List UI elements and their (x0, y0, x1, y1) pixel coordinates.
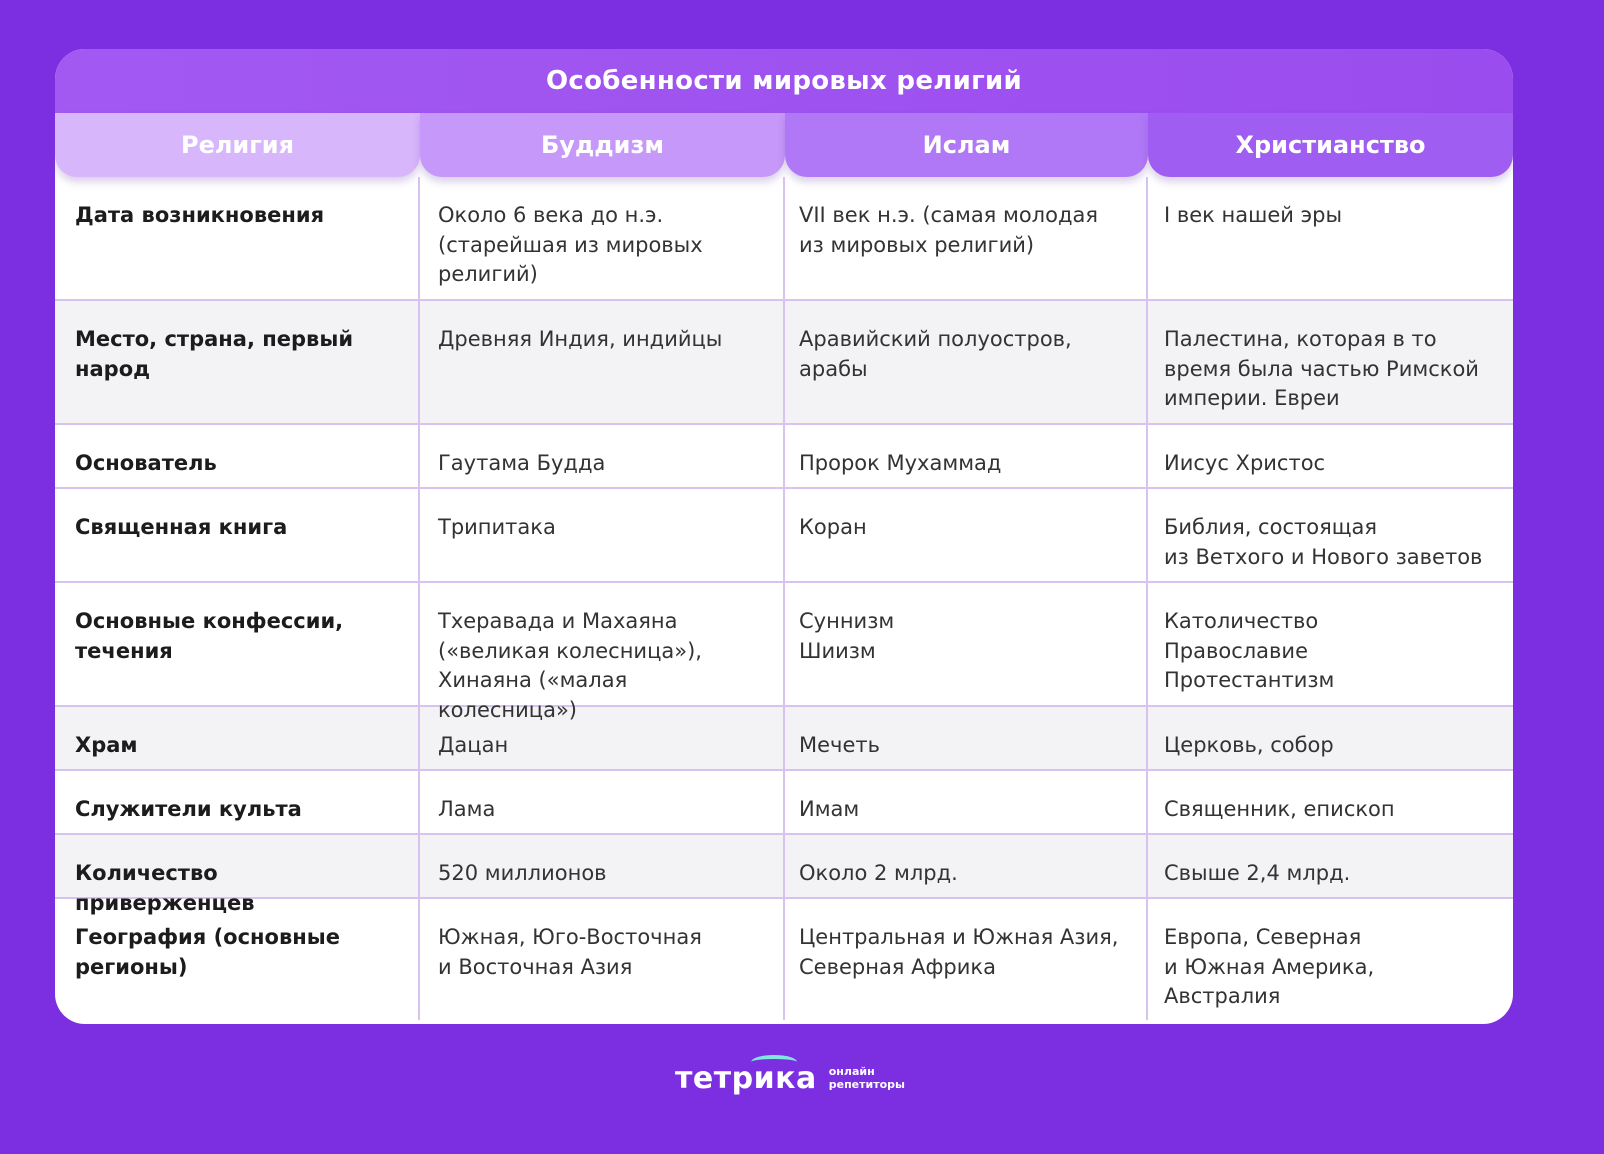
header-buddhism: Буддизм (420, 113, 785, 177)
table-row (55, 707, 1513, 771)
table-row (55, 771, 1513, 835)
table-body (55, 177, 1513, 1020)
logo-arc-icon (751, 1055, 797, 1069)
table-row (55, 301, 1513, 425)
cell-christianity: Библия, состоящая из Ветхого и Нового заветов (1164, 515, 1483, 569)
table-title: Особенности мировых религий (55, 49, 1513, 113)
logo-word-text: тетрика (675, 1060, 817, 1096)
table-row (55, 835, 1513, 915)
cell-islam: Мечеть (785, 707, 1148, 769)
cell-islam: Пророк Мухаммад (785, 425, 1148, 487)
table-row (55, 899, 1513, 1020)
cell-christianity: Иисус Христос (1164, 451, 1326, 475)
row-label: Место, страна, первый народ (55, 301, 420, 423)
cell-christianity: Свыше 2,4 млрд. (1164, 861, 1351, 885)
cell-buddhism: Южная, Юго-Восточная и Восточная Азия (420, 899, 785, 1020)
row-label: Основные конфессии, течения (55, 583, 420, 705)
logo-wordmark (675, 1061, 817, 1096)
row-label: Служители культа (55, 771, 420, 833)
cell-christianity: Церковь, собор (1164, 733, 1334, 757)
cell-islam: Центральная и Южная Азия, Северная Африка (785, 899, 1148, 1020)
cell-christianity: I век нашей эры (1164, 203, 1343, 227)
cell-islam: VII век н.э. (самая молодая из мировых религий) (785, 177, 1148, 299)
row-label: Основатель (55, 425, 420, 487)
cell-buddhism: 520 миллионов (420, 835, 785, 897)
cell-buddhism: Древняя Индия, индийцы (420, 301, 785, 423)
cell-buddhism: Дацан (420, 707, 785, 769)
table-header-row (55, 113, 1513, 177)
row-label: Храм (55, 707, 420, 769)
cell-christianity: Священник, епископ (1164, 797, 1395, 821)
table-row (55, 489, 1513, 583)
table-row (55, 177, 1513, 301)
cell-islam: Имам (785, 771, 1148, 833)
logo-subtitle (829, 1065, 905, 1091)
cell-buddhism: Гаутама Будда (420, 425, 785, 487)
cell-islam: Аравийский полуостров, арабы (785, 301, 1148, 423)
cell-islam: Около 2 млрд. (785, 835, 1148, 897)
cell-christianity: Палестина, которая в то время была частью Римской империи. Евреи (1164, 327, 1479, 410)
header-religion: Религия (55, 113, 420, 177)
row-label: География (основные регионы) (55, 899, 420, 1020)
religions-table-card (55, 49, 1513, 1024)
row-label: Количество приверженцев (55, 835, 420, 897)
table-row (55, 583, 1513, 722)
cell-christianity: Католичество Православие Протестантизм (1164, 609, 1335, 692)
table-row (55, 425, 1513, 489)
cell-islam: Коран (785, 489, 1148, 581)
logo-sub-line-1: онлайн (828, 1065, 875, 1078)
tetrika-logo (675, 1058, 905, 1098)
cell-christianity: Европа, Северная и Южная Америка, Австралия (1164, 925, 1375, 1008)
cell-buddhism: Около 6 века до н.э. (старейшая из мировых религий) (420, 177, 785, 299)
header-christianity: Христианство (1148, 113, 1513, 177)
cell-buddhism: Лама (420, 771, 785, 833)
header-islam: Ислам (785, 113, 1148, 177)
logo-sub-line-2: репетиторы (828, 1078, 905, 1091)
cell-buddhism: Трипитака (420, 489, 785, 581)
cell-islam: Суннизм Шиизм (785, 583, 1148, 705)
row-label: Дата возникновения (55, 177, 420, 299)
row-label: Священная книга (55, 489, 420, 581)
cell-buddhism: Тхеравада и Махаяна («великая колесница»), Хинаяна («малая колесница») (420, 583, 785, 705)
